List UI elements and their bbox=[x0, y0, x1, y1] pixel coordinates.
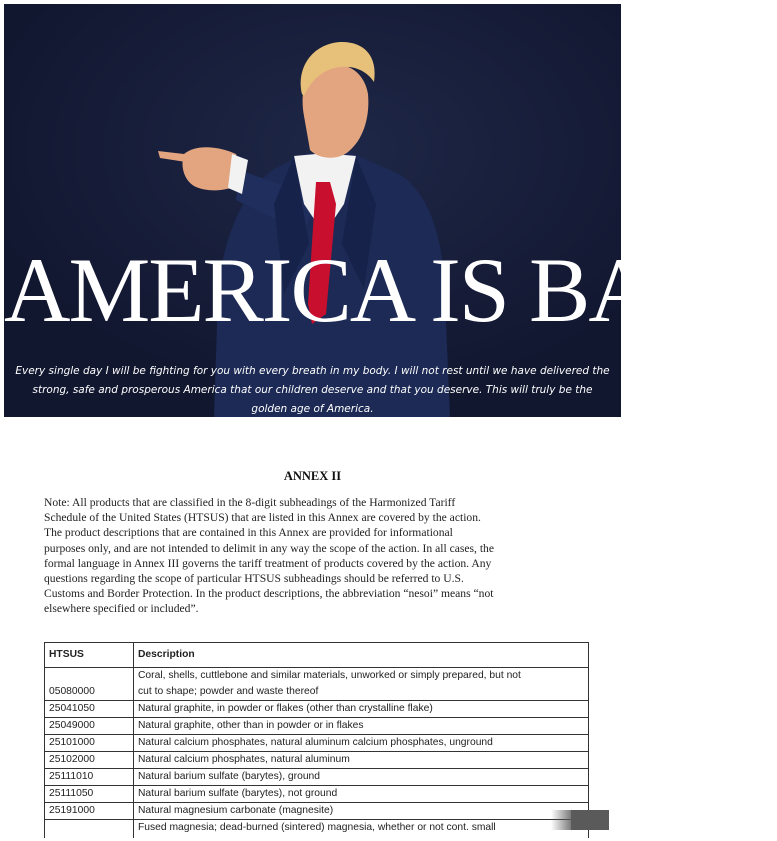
note-line: purposes only, and are not intended to delimit in any way the scope of the action. In all cases, the bbox=[44, 541, 494, 555]
quote-line: strong, safe and prosperous America that our children deserve and that you deserve. This will truly be the bbox=[32, 384, 593, 396]
htsus-code: 25049000 bbox=[45, 718, 134, 735]
description-cell: Natural barium sulfate (barytes), ground bbox=[134, 769, 589, 786]
description-cell: Natural graphite, other than in powder or in flakes bbox=[134, 718, 589, 735]
htsus-code: 25111010 bbox=[45, 769, 134, 786]
quote bbox=[4, 362, 621, 419]
table-row bbox=[45, 803, 589, 820]
table-header-row bbox=[45, 643, 589, 668]
note-line: elsewhere specified or included”. bbox=[44, 602, 199, 616]
description-cell: Fused magnesia; dead-burned (sintered) magnesia, whether or not cont. small bbox=[134, 820, 589, 839]
quote-line: Every single day I will be fighting for you with every breath in my body. I will not rest until we have delivered the bbox=[15, 365, 610, 377]
note-line: questions regarding the scope of particular HTSUS subheadings should be referred to U.S. bbox=[44, 572, 464, 586]
table-row bbox=[45, 820, 589, 839]
htsus-table bbox=[44, 642, 589, 838]
description-cell: Natural calcium phosphates, natural aluminum calcium phosphates, unground bbox=[134, 735, 589, 752]
table-row bbox=[45, 718, 589, 735]
table-row bbox=[45, 701, 589, 718]
htsus-code: 25111050 bbox=[45, 786, 134, 803]
table-row bbox=[45, 786, 589, 803]
note-line: Schedule of the United States (HTSUS) that are listed in this Annex are covered by the action. bbox=[44, 511, 481, 525]
description-cell: Natural barium sulfate (barytes), not ground bbox=[134, 786, 589, 803]
description-cell: Natural graphite, in powder or flakes (other than crystalline flake) bbox=[134, 701, 589, 718]
note-line: formal language in Annex III governs the tariff treatment of products covered by the action. Any bbox=[44, 556, 492, 570]
description-cell bbox=[134, 668, 589, 701]
table-row bbox=[45, 769, 589, 786]
column-header-htsus: HTSUS bbox=[45, 643, 134, 668]
annex-note bbox=[44, 495, 604, 617]
table-row bbox=[45, 735, 589, 752]
description-line: cut to shape; powder and waste thereof bbox=[138, 686, 319, 697]
htsus-code: 25101000 bbox=[45, 735, 134, 752]
pointing-man-illustration bbox=[4, 4, 777, 417]
overlay-fade bbox=[551, 810, 571, 830]
note-line: Note: All products that are classified in the 8-digit subheadings of the Harmonized Tariff bbox=[44, 496, 456, 509]
description-cell: Natural calcium phosphates, natural aluminum bbox=[134, 752, 589, 769]
hero-banner bbox=[4, 4, 777, 417]
note-line: Customs and Border Protection. In the product descriptions, the abbreviation “nesoi” means “not bbox=[44, 587, 494, 601]
htsus-code: 25191000 bbox=[45, 803, 134, 820]
note-line: The product descriptions that are contained in this Annex are provided for informational bbox=[44, 526, 453, 540]
overlay-box bbox=[571, 810, 609, 830]
description-line: Coral, shells, cuttlebone and similar materials, unworked or simply prepared, but not bbox=[138, 670, 521, 681]
description-cell: Natural magnesium carbonate (magnesite) bbox=[134, 803, 589, 820]
htsus-code bbox=[45, 820, 134, 839]
column-header-description: Description bbox=[134, 643, 589, 668]
htsus-code: 05080000 bbox=[45, 668, 134, 701]
htsus-code: 25041050 bbox=[45, 701, 134, 718]
headline: AMERICA IS BACK bbox=[4, 239, 777, 341]
htsus-code: 25102000 bbox=[45, 752, 134, 769]
table-row bbox=[45, 668, 589, 701]
quote-line: golden age of America. bbox=[251, 403, 374, 415]
annex-title: ANNEX II bbox=[283, 469, 342, 483]
table-row bbox=[45, 752, 589, 769]
